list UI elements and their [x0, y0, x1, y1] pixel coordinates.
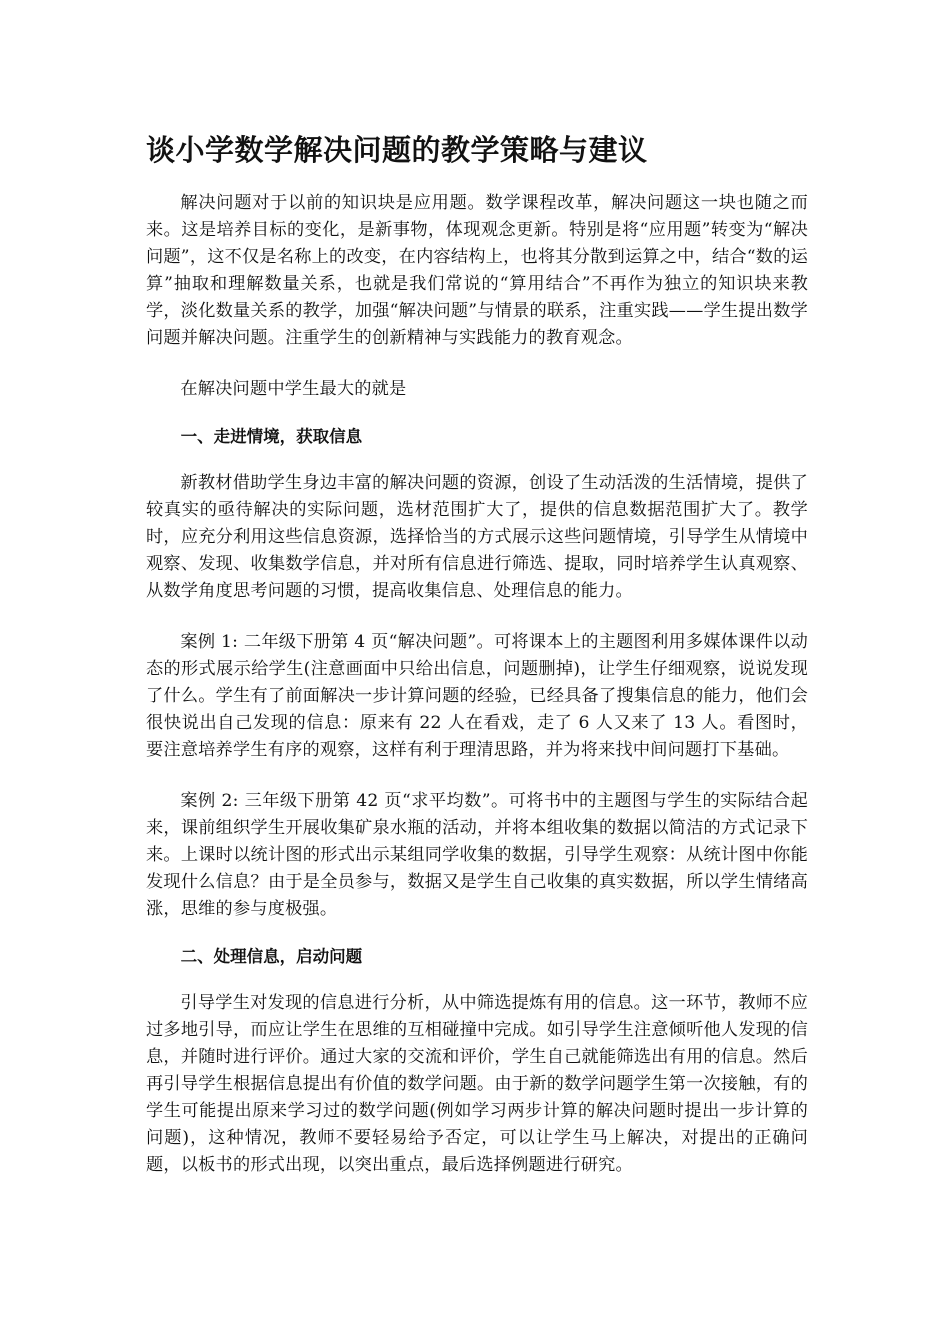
paragraph-student-focus: 在解决问题中学生最大的就是	[180, 379, 407, 399]
paragraph-situation: 新教材借助学生身边丰富的解决问题的资源，创设了生动活泼的生活情境，提供了较真实的亟待解决的实际问题，选材范围扩大了，提供的信息数据范围扩大了。教学时，应充分利用这些信息资源，选择恰当的方式展示这些问题情境，引导学生从情境中观察、发现、收集数学信息，并对所有信息进行筛选、提取，同时培养学生认真观察、从数学角度思考问题的习惯，提高收集信息、处理信息的能力。	[146, 473, 808, 601]
paragraph-case-1: 案例 1: 二年级下册第 4 页“解决问题”。可将课本上的主题图利用多媒体课件以动态的形式展示给学生(注意画面中只给出信息，问题删掉)，让学生仔细观察，说说发现了什么。学生有了前面解决一步计算问题的经验，已经具备了搜集信息的能力，他们会很快说出自己发现的信息：原来有 22 人在看戏，走了 6 人又来了 13 人。看图时，要注意培养学生有序的观察，这样有利于理清思路，并为将来找中间问题打下基础。	[146, 632, 808, 760]
document-page	[146, 130, 808, 1203]
document-title: 谈小学数学解决问题的教学策略与建议	[146, 133, 648, 167]
paragraph-process-info: 引导学生对发现的信息进行分析，从中筛选提炼有用的信息。这一环节，教师不应过多地引导，而应让学生在思维的互相碰撞中完成。如引导学生注意倾听他人发现的信息，并随时进行评价。通过大家的交流和评价，学生自己就能筛选出有用的信息。然后再引导学生根据信息提出有价值的数学问题。由于新的数学问题学生第一次接触，有的学生可能提出原来学习过的数学问题(例如学习两步计算的解决问题时提出一步计算的问题)，这种情况，教师不要轻易给予否定，可以让学生马上解决，对提出的正确问题，以板书的形式出现，以突出重点，最后选择例题进行研究。	[146, 993, 808, 1175]
paragraph-case-2: 案例 2: 三年级下册第 42 页“求平均数”。可将书中的主题图与学生的实际结合起来，课前组织学生开展收集矿泉水瓶的活动，并将本组收集的数据以简洁的方式记录下来。上课时以统计图的形式出示某组同学收集的数据，引导学生观察：从统计图中你能发现什么信息？由于是全员参与，数据又是学生自己收集的真实数据，所以学生情绪高涨，思维的参与度极强。	[146, 791, 808, 919]
section-heading-2: 二、处理信息，启动问题	[180, 947, 363, 966]
section-heading-1: 一、走进情境，获取信息	[180, 427, 363, 446]
paragraph-intro: 解决问题对于以前的知识块是应用题。数学课程改革，解决问题这一块也随之而来。这是培养目标的变化，是新事物，体现观念更新。特别是将“应用题”转变为“解决问题”，这不仅是名称上的改变，在内容结构上，也将其分散到运算之中，结合“数的运算”抽取和理解数量关系，也就是我们常说的“算用结合”不再作为独立的知识块来教学，淡化数量关系的教学，加强“解决问题”与情景的联系，注重实践——学生提出数学问题并解决问题。注重学生的创新精神与实践能力的教育观念。	[146, 193, 808, 348]
